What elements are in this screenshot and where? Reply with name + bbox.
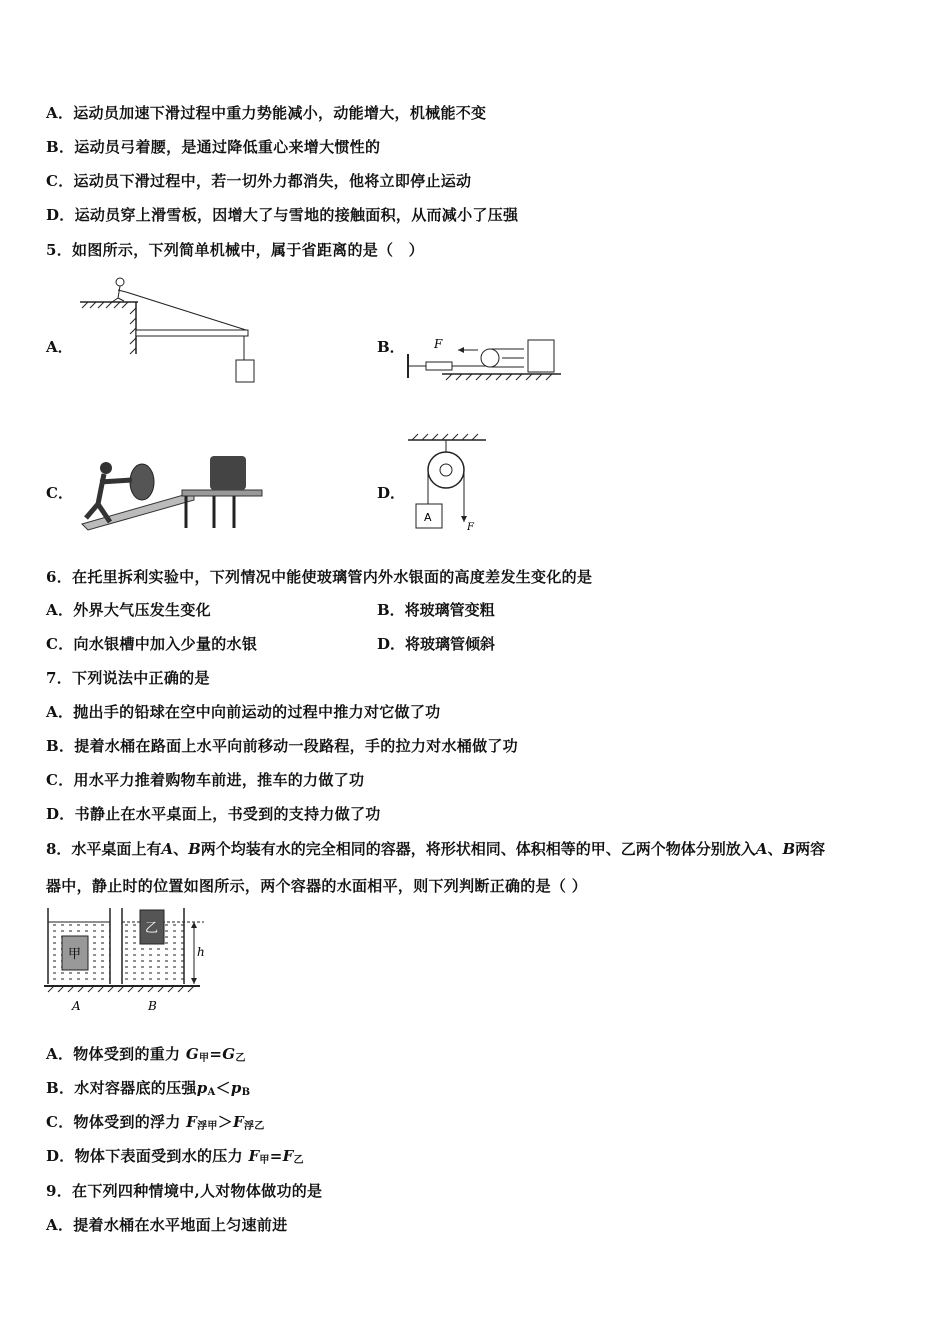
q7-option-a: A．抛出手的铅球在空中向前运动的过程中推力对它做了功 (46, 703, 441, 721)
q6-option-b: B．将玻璃管变粗 (377, 601, 495, 619)
q8-option-d: D．物体下表面受到水的压力 $F_甲=F_乙$ (46, 1147, 304, 1166)
q5-label-b: B． (377, 338, 405, 356)
q5-b-force-label: F (434, 337, 443, 351)
q5-d-force-label: F (467, 522, 474, 533)
q8-option-b: B．水对容器底的压强$p_A<p_B$ (46, 1079, 251, 1098)
q6-stem: 6．在托里拆利实验中，下列情况中能使玻璃管内外水银面的高度差发生变化的是 (46, 568, 593, 586)
q5-d-box-label: A (424, 511, 432, 524)
q7-option-d: D．书静止在水平桌面上，书受到的支持力做了功 (46, 805, 381, 823)
q8-fig-yi-label: 乙 (145, 921, 159, 936)
q6-option-a: A．外界大气压发生变化 (46, 601, 211, 619)
q8-option-a: A．物体受到的重力 $G_甲=G_乙$ (46, 1045, 246, 1064)
q8-option-c: C．物体受到的浮力 $F_{浮甲}>F_{浮乙}$ (46, 1113, 265, 1132)
q4-option-a: A．运动员加速下滑过程中重力势能减小，动能增大，机械能不变 (46, 104, 487, 122)
q8-fig-jia-label: 甲 (68, 947, 82, 962)
q9-stem: 9．在下列四种情境中,人对物体做功的是 (46, 1182, 323, 1200)
q8-stem-line1: 8．水平桌面上有A、B两个均装有水的完全相同的容器，将形状相同、体积相等的甲、乙两个物体分别放入A、B两容 (46, 840, 826, 858)
q4-option-c: C．运动员下滑过程中，若一切外力都消失，他将立即停止运动 (46, 172, 472, 190)
q5-label-d: D． (377, 484, 406, 502)
q5-figure-d-fixed-pulley (406, 432, 490, 532)
q4-option-d: D．运动员穿上滑雪板，因增大了与雪地的接触面积，从而减小了压强 (46, 206, 519, 224)
q8-fig-a-label: A (72, 999, 81, 1013)
q7-option-b: B．提着水桶在路面上水平向前移动一段路程，手的拉力对水桶做了功 (46, 737, 518, 755)
q8-figure-containers (44, 904, 206, 1014)
q5-figure-c-ramp (74, 452, 284, 534)
q5-figure-b-pulley (406, 334, 566, 384)
q9-option-a: A．提着水桶在水平地面上匀速前进 (46, 1216, 288, 1234)
q8-fig-h-label: h (197, 945, 205, 959)
q7-stem: 7．下列说法中正确的是 (46, 669, 210, 687)
q5-label-a: A． (46, 338, 73, 356)
q5-label-c: C． (46, 484, 73, 502)
q8-stem-line2: 器中，静止时的位置如图所示，两个容器的水面相平，则下列判断正确的是（ ） (46, 877, 588, 895)
q7-option-c: C．用水平力推着购物车前进，推车的力做了功 (46, 771, 365, 789)
q4-option-b: B．运动员弓着腰，是通过降低重心来增大惯性的 (46, 138, 381, 156)
q5-figure-a-lever (78, 270, 268, 390)
q5-stem: 5．如图所示，下列简单机械中，属于省距离的是（ ） (46, 241, 424, 259)
q6-option-c: C．向水银槽中加入少量的水银 (46, 635, 258, 653)
q8-fig-b-label: B (148, 999, 157, 1013)
q6-option-d: D．将玻璃管倾斜 (377, 635, 496, 653)
